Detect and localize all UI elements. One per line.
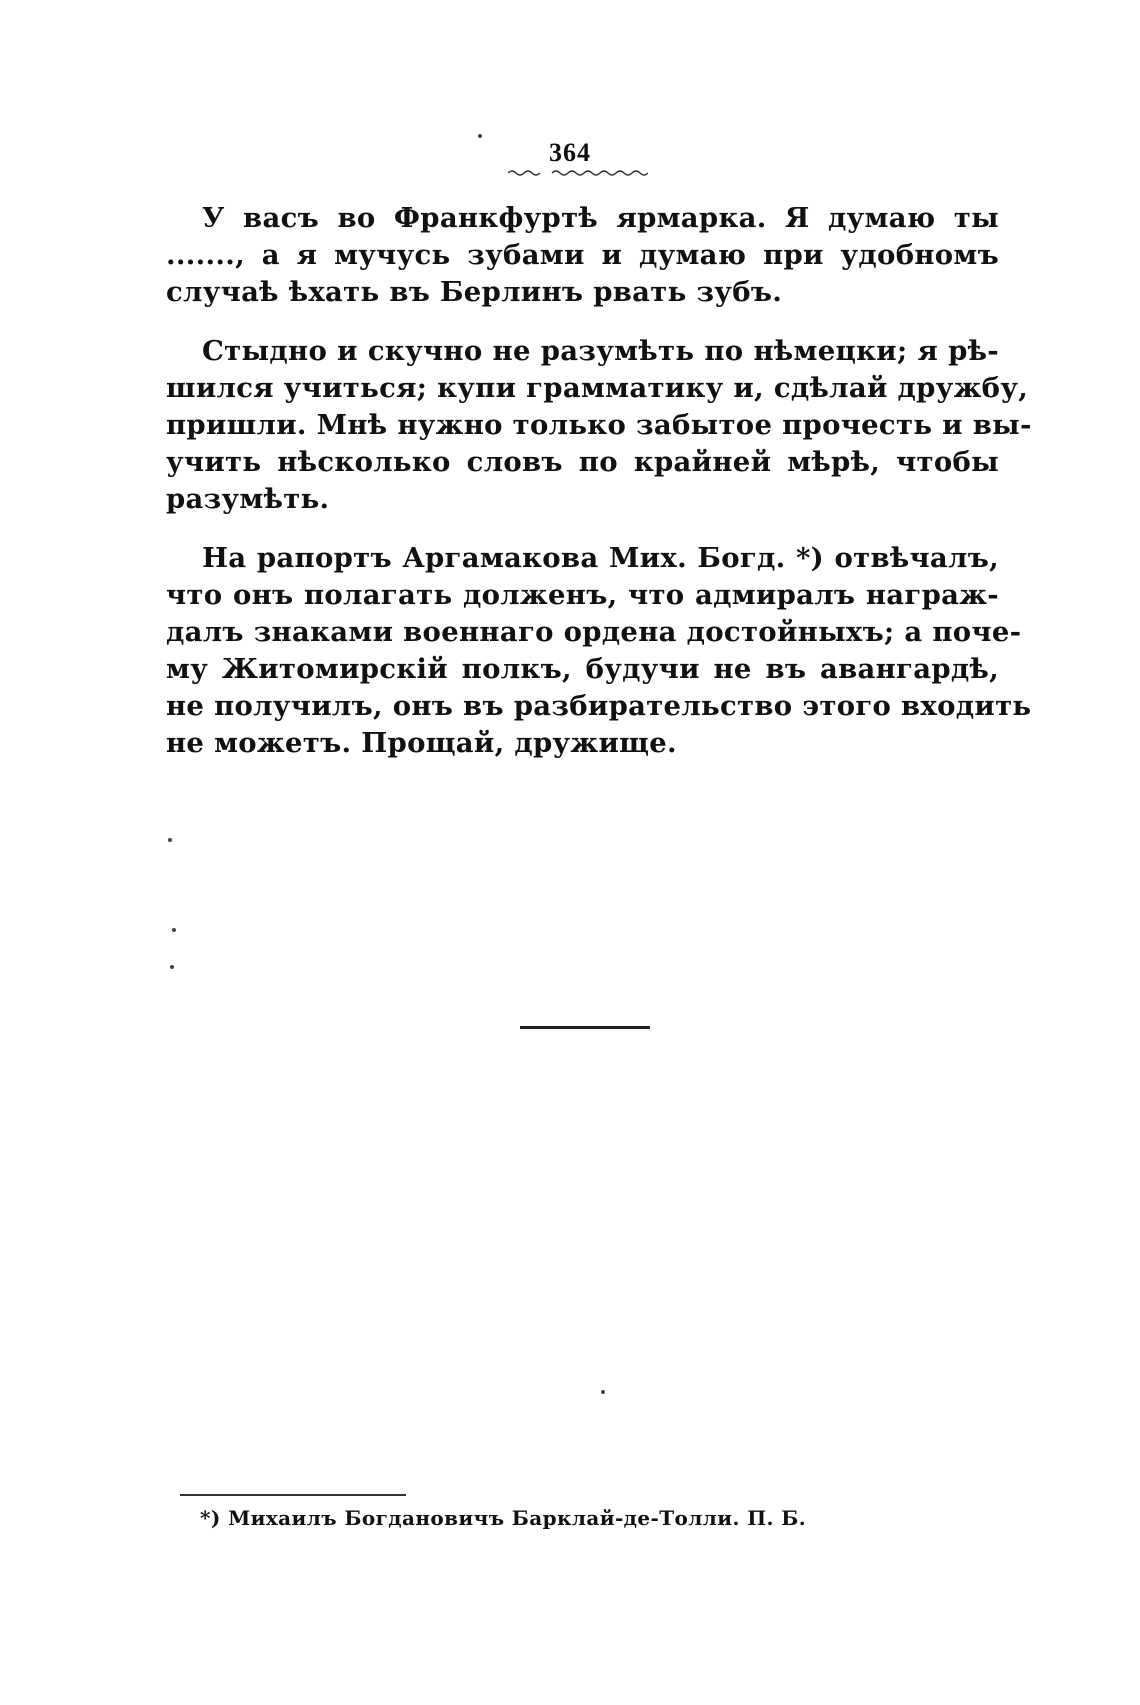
section-end-rule: [520, 1026, 650, 1029]
text-line: Стыдно и скучно не разумѣть по нѣмецки; я рѣ-: [202, 335, 999, 367]
text-line: У васъ во Франкфуртѣ ярмарка. Я думаю ты: [202, 202, 999, 234]
stray-mark: [168, 838, 172, 842]
text-line: случаѣ ѣхать въ Берлинъ рвать зубъ.: [166, 276, 783, 308]
text-line: учить нѣсколько словъ по крайней мѣрѣ, чтобы: [166, 446, 999, 478]
paragraph-1: [166, 200, 999, 311]
letter-body: [166, 200, 1032, 784]
paragraph-2: [166, 333, 1032, 518]
footnote: *) Михаилъ Богдановичъ Барклай-де-Толли. П. Б.: [200, 1506, 807, 1530]
page-number: 364: [549, 138, 591, 167]
wavy-ornament: [508, 168, 648, 178]
stray-mark: [478, 134, 482, 138]
footnote-rule: [180, 1494, 406, 1496]
stray-mark: [170, 965, 174, 969]
text-line: разумѣть.: [166, 483, 330, 515]
text-line: не можетъ. Прощай, дружище.: [166, 727, 677, 759]
text-line: му Житомирскій полкъ, будучи не въ авангардѣ,: [166, 653, 999, 685]
text-line: шился учиться; купи грамматику и, сдѣлай дружбу,: [166, 372, 1029, 404]
text-line: На рапортъ Аргамакова Мих. Богд. *) отвѣчалъ,: [202, 542, 999, 574]
text-line: ......., а я мучусь зубами и думаю при удобномъ: [166, 239, 999, 271]
paragraph-3: [166, 540, 1032, 762]
text-line: далъ знаками военнаго ордена достойныхъ; а поче-: [166, 616, 1022, 648]
text-line: не получилъ, онъ въ разбирательство этого входить: [166, 690, 1032, 722]
text-line: пришли. Мнѣ нужно только забытое прочесть и вы-: [166, 409, 1032, 441]
stray-mark: [172, 928, 176, 932]
stray-mark: [601, 1390, 605, 1394]
text-line: что онъ полагать долженъ, что адмиралъ награж-: [166, 579, 999, 611]
